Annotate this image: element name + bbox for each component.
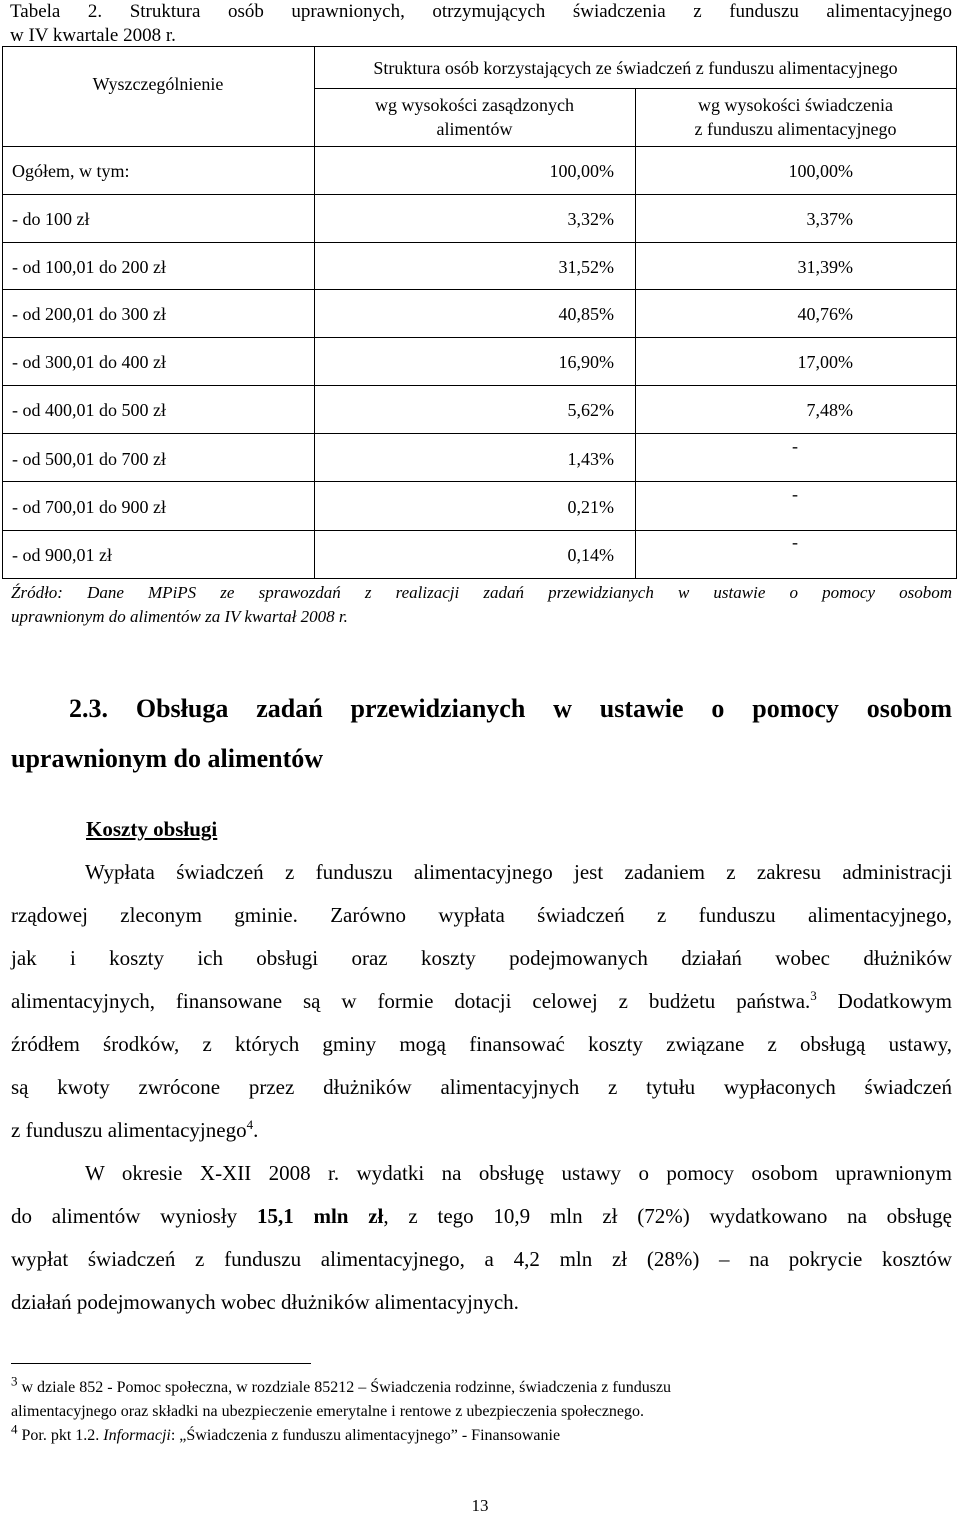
header-group: Struktura osób korzystających ze świadczeń z funduszu alimentacyjnego [373,58,898,78]
paragraph-line: W okresie X-XII 2008 r. wydatki na obsługę ustawy o pomocy osobom uprawnionym [85,1161,952,1185]
paragraph-line: działań podejmowanych wobec dłużników alimentacyjnych. [11,1290,519,1314]
row-label: - od 100,01 do 200 zł [12,257,166,277]
row-value-benefit: 100,00% [788,161,853,181]
paragraph-expenses [11,1152,952,1324]
row-label: - do 100 zł [12,209,90,229]
subheading: Koszty obsługi [86,817,218,841]
paragraph-line: wypłat świadczeń z funduszu alimentacyjnego, a 4,2 mln zł (28%) – na pokrycie kosztów [11,1247,952,1271]
row-value-alimony: 0,14% [567,545,614,565]
row-label: - od 200,01 do 300 zł [12,304,166,324]
paragraph-line: jak i koszty ich obsługi oraz koszty podejmowanych działań wobec dłużników [11,946,952,970]
row-value-benefit: 31,39% [797,257,853,277]
header-col2-line2: alimentów [436,119,513,139]
row-label: - od 700,01 do 900 zł [12,497,166,517]
paragraph-line: do alimentów wyniosły 15,1 mln zł, z tego 10,9 mln zł (72%) wydatkowano na obsługę [11,1204,952,1228]
row-value-benefit: 3,37% [806,209,853,229]
row-value-alimony: 40,85% [558,304,614,324]
row-value-alimony: 1,43% [567,449,614,469]
row-value-benefit: - [792,532,798,552]
row-value-benefit: - [792,484,798,504]
footnote-4: $^4$ Por. pkt 1.2. Informacji: „Świadczenia z funduszu alimentacyjnego” - Finansowanie [11,1421,561,1444]
paragraph-line: źródłem środków, z których gminy mogą finansować koszty związane z obsługą ustawy, [11,1032,952,1056]
source-line-1: Źródło: Dane MPiPS ze sprawozdań z realizacji zadań przewidzianych w ustawie o pomocy osobom [11,583,952,602]
header-row-label: Wyszczególnienie [92,74,224,94]
paragraph-line: Wypłata świadczeń z funduszu alimentacyjnego jest zadaniem z zakresu administracji [85,860,952,884]
paragraph-line: są kwoty zwrócone przez dłużników alimentacyjnych z tytułu wypłaconych świadczeń [11,1075,952,1099]
row-value-alimony: 100,00% [549,161,614,181]
structure-table [2,46,957,579]
source-line-2: uprawnionym do alimentów za IV kwartał 2008 r. [11,607,348,626]
caption-line-1: Tabela 2. Struktura osób uprawnionych, otrzymujących świadczenia z funduszu alimentacyjnego [10,1,952,22]
footnote-ref-4[interactable]: 4 [246,1117,254,1132]
page-number: 13 [471,1496,489,1515]
row-value-alimony: 31,52% [558,257,614,277]
section-heading [11,684,952,784]
paragraph-line: rządowej zleconym gminie. Zarówno wypłata świadczeń z funduszu alimentacyjnego, [11,903,952,927]
row-value-alimony: 16,90% [558,352,614,372]
row-value-alimony: 5,62% [567,400,614,420]
section-title-line-1: Obsługa zadań przewidzianych w ustawie o pomocy osobom [135,694,953,723]
row-label: - od 500,01 do 700 zł [12,449,166,469]
total-amount: 15,1 mln zł [256,1204,384,1228]
row-value-benefit: - [792,436,798,456]
header-col2-line1: wg wysokości zasądzonych [375,95,574,115]
paragraph-line: z funduszu alimentacyjnego$^4$. [11,1117,259,1142]
header-col3-line1: wg wysokości świadczenia [698,95,893,115]
table-source [11,581,952,629]
footnote-3: $^3$ w dziale 852 - Pomoc społeczna, w rozdziale 85212 – Świadczenia rodzinne, świadczenia z funduszu alimentacyjnego oraz składki na ubezpieczenie emerytalne i rentowe z ubezpieczenia społecznego. [11,1373,672,1420]
footnote-divider [11,1363,311,1364]
row-label: Ogółem, w tym: [12,161,130,181]
row-value-benefit: 17,00% [797,352,853,372]
row-value-alimony: 3,32% [567,209,614,229]
row-label: - od 900,01 zł [12,545,112,565]
paragraph-line: alimentacyjnych, finansowane są w formie dotacji celowej z budżetu państwa.$^3$ Dodatkowym [11,988,952,1013]
row-value-benefit: 40,76% [797,304,853,324]
paragraph-costs [11,851,952,1152]
row-value-alimony: 0,21% [567,497,614,517]
row-label: - od 300,01 do 400 zł [12,352,166,372]
footnote-ref-3[interactable]: 3 [810,988,817,1003]
row-value-benefit: 7,48% [806,400,853,420]
table-caption [10,0,952,48]
section-number: 2.3. [69,694,108,723]
caption-line-2: w IV kwartale 2008 r. [10,25,176,46]
header-col3-line2: z funduszu alimentacyjnego [694,119,897,139]
section-title-line-2: uprawnionym do alimentów [11,744,324,773]
row-label: - od 400,01 do 500 zł [12,400,166,420]
